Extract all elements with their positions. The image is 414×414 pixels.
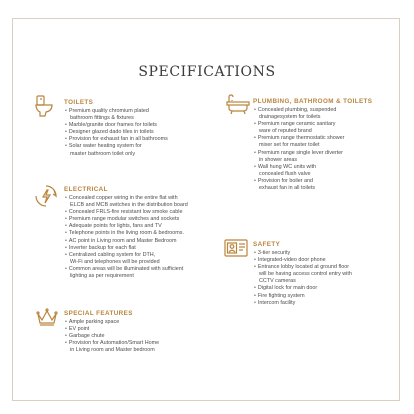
list-item: • Intercom facility — [253, 300, 403, 307]
list-item: • EV point — [64, 326, 224, 333]
toilets-heading: TOILETS — [64, 99, 94, 106]
special-features-list — [64, 319, 224, 354]
list-item: • Premium quality chromium plated bathroom fittings & fixtures — [64, 108, 224, 122]
toilet-icon — [34, 94, 56, 118]
bathtub-icon — [226, 93, 250, 115]
electrical-heading: ELECTRICAL — [64, 186, 108, 193]
page-title: SPECIFICATIONS — [138, 64, 276, 80]
plumbing-list — [253, 107, 403, 192]
list-item: • Fire fighting system — [253, 293, 403, 300]
list-item: • Concealed FRLS-fire resistant low smoke cable — [64, 209, 224, 216]
list-item: • Premium range modular switches and sockets — [64, 216, 224, 223]
safety-list — [253, 250, 403, 307]
crown-icon — [36, 308, 58, 326]
plumbing-section — [253, 98, 403, 192]
special-features-heading: SPECIAL FEATURES — [64, 310, 133, 317]
electrical-section — [64, 186, 224, 280]
list-item: • Common areas will be illuminated with sufficient lighting as per requirement — [64, 266, 224, 280]
electrical-list — [64, 195, 224, 280]
list-item: • Entrance lobby located at ground floor will be having access control entry with CCTV cameras — [253, 264, 403, 285]
list-item: • Concealed copper wiring in the entire flat with ELCB and MCB switches in the distribution board — [64, 195, 224, 209]
list-item: • Premium range single lever diverter in shower areas — [253, 150, 403, 164]
list-item: • Marble/granite door frames for toilets — [64, 122, 224, 129]
list-item: • Inverter backup for each flat — [64, 245, 224, 252]
list-item: • Concealed plumbing, suspended drainagesystem for toilets — [253, 107, 403, 121]
list-item: • Solar water heating system for master bathroom toilet only — [64, 143, 224, 157]
list-item: • Integrated-video door phone — [253, 257, 403, 264]
plumbing-heading: PLUMBING, BATHROOM & TOILETS — [253, 98, 373, 105]
list-item: • Designer glazed dado tiles in toilets — [64, 129, 224, 136]
toilets-section — [64, 99, 224, 158]
list-item: • 3-tier security — [253, 250, 403, 257]
list-item: • Centralized cabling system for DTH, Wi-Fi and telephones will be provided — [64, 252, 224, 266]
safety-heading: SAFETY — [253, 241, 281, 248]
door-phone-icon — [224, 238, 248, 258]
list-item: • Premium range thermostatic shower mixer set for master toilet — [253, 135, 403, 149]
list-item: • Premium range ceramic sanitary ware of reputed brand — [253, 121, 403, 135]
safety-section — [253, 241, 403, 307]
list-item: • Ample parking space — [64, 319, 224, 326]
list-item: • Provision for Automation/Smart Home in Living room and Master bedroom — [64, 340, 224, 354]
list-item: • Provision for boiler and exhaust fan in all toilets — [253, 178, 403, 192]
list-item: • Garbage chute — [64, 333, 224, 340]
electrical-icon — [34, 184, 58, 208]
list-item: • Adequate points for lights, fans and TV — [64, 223, 224, 230]
list-item: • Wall hung WC units with concealed flush valve — [253, 164, 403, 178]
special-features-section — [64, 310, 224, 354]
toilets-list — [64, 108, 224, 158]
list-item: • Digital lock for main door — [253, 285, 403, 292]
list-item: • Provision for exhaust fan in all bathrooms — [64, 136, 224, 143]
list-item: • AC point in Living room and Master Bedroom — [64, 238, 224, 245]
list-item: • Telephone points in the living room & bedrooms. — [64, 230, 224, 237]
